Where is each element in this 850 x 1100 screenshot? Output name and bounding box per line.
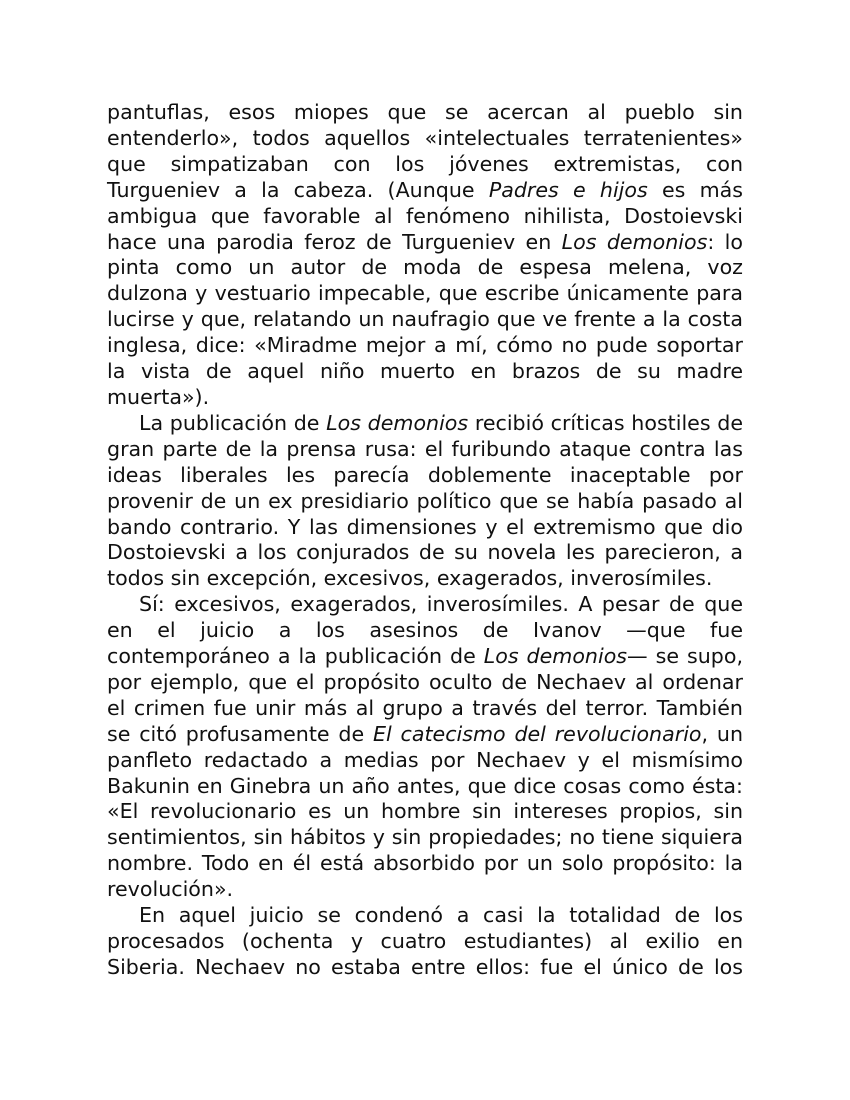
paragraph [107,592,743,903]
text-run: La publicación de [139,410,327,435]
text-run: , un panfleto redactado a medias por Nechaev y el mismísimo Bakunin en Ginebra un año antes, que dice cosas como ésta: «El revolucionario es un hombre sin intereses propios, sin sentimientos, sin hábitos y sin propiedades; no tiene siquiera nombre. Todo en él está absorbido por un solo propósito: la revolución». [107,721,743,902]
book-title-italic: Padres e hijos [488,177,648,202]
book-title-italic: Los demonios [561,229,708,254]
text-run: es más ambigua que favorable al fenómeno nihilista, Dostoievski hace una parodia feroz de Turgueniev en [107,177,743,254]
book-title-italic: Los demonios [326,410,469,435]
document-page [107,100,743,981]
paragraph [107,903,743,981]
paragraph [107,411,743,592]
book-title-italic: El catecismo del revolucionario [372,721,702,746]
text-run: — se supo, por ejemplo, que el propósito oculto de Nechaev al ordenar el crimen fue unir más al grupo a través del terror. También se citó profusamente de [107,644,743,746]
text-run: En aquel juicio se condenó a casi la totalidad de los procesados (ochenta y cuatro estudiantes) al exilio en Siberia. Nechaev no estaba entre ellos: fue el único de los [107,903,743,979]
paragraph [107,100,743,411]
text-run: Sí: excesivos, exagerados, inverosímiles. A pesar de que en el juicio a los asesinos de Ivanov —que fue contemporáneo a la publicación de [107,592,743,669]
text-run: pantuflas, esos miopes que se acercan al pueblo sin entenderlo», todos aquellos «intelectuales terratenientes» que simpatizaban con los jóvenes extremistas, con Turgueniev a la cabeza. (Aunque [107,100,743,202]
book-title-italic: Los demonios [483,644,628,669]
text-run: : lo pinta como un autor de moda de espesa melena, voz dulzona y vestuario impecable, que escribe únicamente para lucirse y que, relatando un naufragio que ve frente a la costa inglesa, dice: «Miradme mejor a mí, cómo no pude soportar la vista de aquel niño muerto en brazos de su madre muerta»). [107,229,744,409]
text-run: recibió críticas hostiles de gran parte de la prensa rusa: el furibundo ataque contra las ideas liberales les parecía doblemente inaceptable por provenir de un ex presidiario político que se había pasado al bando contrario. Y las dimensiones y el extremismo que dio Dostoievski a los conjurados de su novela les parecieron, a todos sin excepción, excesivos, exagerados, inverosímiles. [107,410,744,591]
